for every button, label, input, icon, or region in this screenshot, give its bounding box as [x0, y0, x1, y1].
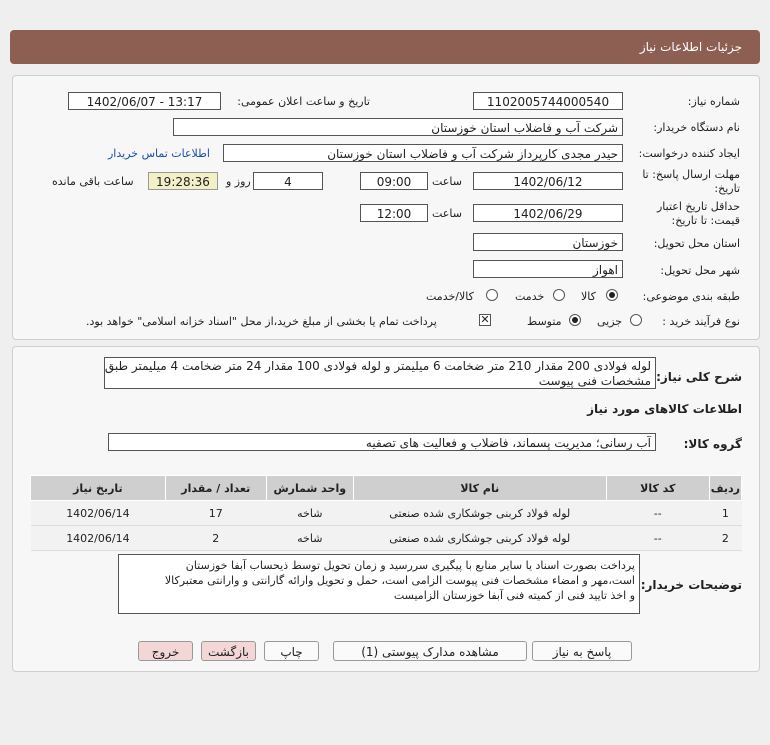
back-button[interactable]: بازگشت	[201, 641, 256, 661]
cell-unit: شاخه	[266, 526, 353, 551]
category-radio-goods[interactable]	[606, 289, 618, 301]
print-button[interactable]: چاپ	[264, 641, 319, 661]
process-label: نوع فرآیند خرید :	[662, 315, 740, 328]
cell-qty: 17	[165, 501, 266, 526]
category-label: طبقه بندی موضوعی:	[642, 290, 740, 303]
days-label: روز و	[226, 175, 251, 188]
cell-name: لوله فولاد کربنی جوشکاری شده صنعتی	[353, 501, 606, 526]
view-attachments-button[interactable]: مشاهده مدارک پیوستی (1)	[333, 641, 527, 661]
remaining-time-field: 19:28:36	[148, 172, 218, 190]
days-remaining-field: 4	[253, 172, 323, 190]
cell-code: --	[606, 501, 709, 526]
province-label: استان محل تحویل:	[653, 237, 740, 250]
cell-date: 1402/06/14	[31, 501, 166, 526]
category-radio-goods-service[interactable]	[486, 289, 498, 301]
col-row: ردیف	[709, 476, 741, 501]
payment-note: پرداخت تمام یا بخشی از مبلغ خرید،از محل "اسناد خزانه اسلامی" خواهد بود.	[86, 315, 437, 328]
remaining-time-label: ساعت باقی مانده	[52, 175, 134, 188]
buyer-notes-line-2: است،مهر و امضاء مشخصات فنی پیوست الزامی است، حمل و تحویل وارائه گارانتی و وارانتی معتبرکالا	[164, 574, 635, 587]
cell-unit: شاخه	[266, 501, 353, 526]
buyer-org-field: شرکت آب و فاضلاب استان خوزستان	[173, 118, 623, 136]
col-qty: تعداد / مقدار	[165, 476, 266, 501]
summary-line-2: مشخصات فنی پیوست	[538, 374, 651, 388]
category-option-goods-service: کالا/خدمت	[426, 290, 474, 303]
buyer-org-label: نام دستگاه خریدار:	[653, 121, 740, 134]
deadline-time-label: ساعت	[432, 175, 462, 188]
requester-field: حیدر مجدی کارپرداز شرکت آب و فاضلاب استان خوزستان	[223, 144, 623, 162]
col-unit: واحد شمارش	[266, 476, 353, 501]
category-option-goods: کالا	[581, 290, 596, 303]
exit-button[interactable]: خروج	[138, 641, 193, 661]
deadline-time-field: 09:00	[360, 172, 428, 190]
reply-button[interactable]: پاسخ به نیاز	[532, 641, 632, 661]
requester-label: ایجاد کننده درخواست:	[638, 147, 740, 160]
cell-row: 1	[709, 501, 741, 526]
process-radio-medium[interactable]	[569, 314, 581, 326]
need-number-field: 1102005744000540	[473, 92, 623, 110]
cell-row: 2	[709, 526, 741, 551]
col-name: نام کالا	[353, 476, 606, 501]
col-code: کد کالا	[606, 476, 709, 501]
table-row	[31, 501, 742, 526]
cell-date: 1402/06/14	[31, 526, 166, 551]
announce-datetime-field: 1402/06/07 - 13:17	[68, 92, 221, 110]
buyer-notes-box	[118, 554, 640, 614]
announce-label: تاریخ و ساعت اعلان عمومی:	[237, 95, 370, 108]
page-header	[10, 30, 760, 64]
deadline-date-field: 1402/06/12	[473, 172, 623, 190]
summary-label: شرح کلی نیاز:	[656, 370, 742, 384]
buyer-notes-line-1: پرداخت بصورت اسناد یا سایر منابع با پیگیری سررسید و زمان تحویل توسط ذیحساب آبفا خوزستان	[185, 559, 635, 572]
category-radio-service[interactable]	[553, 289, 565, 301]
city-label: شهر محل تحویل:	[660, 264, 740, 277]
cell-qty: 2	[165, 526, 266, 551]
cell-name: لوله فولاد کربنی جوشکاری شده صنعتی	[353, 526, 606, 551]
treasury-payment-checkbox[interactable]: ✕	[480, 313, 490, 326]
validity-label-2: قیمت: تا تاریخ:	[671, 214, 740, 227]
validity-time-field: 12:00	[360, 204, 428, 222]
city-field: اهواز	[473, 260, 623, 278]
deadline-label-1: مهلت ارسال پاسخ: تا	[642, 168, 740, 181]
category-option-service: خدمت	[515, 290, 545, 303]
goods-group-field: آب رسانی؛ مدیریت پسماند، فاضلاب و فعالیت های تصفیه	[108, 433, 656, 451]
process-option-minor: جزیی	[597, 315, 623, 328]
table-row	[31, 526, 742, 551]
goods-table	[30, 475, 742, 551]
need-number-label: شماره نیاز:	[687, 95, 740, 108]
validity-label-1: حداقل تاریخ اعتبار	[656, 200, 740, 213]
col-date: تاریخ نیاز	[31, 476, 166, 501]
validity-date-field: 1402/06/29	[473, 204, 623, 222]
goods-table-header	[31, 476, 742, 501]
summary-line-1: لوله فولادی 200 مقدار 210 متر ضخامت 6 میلیمتر و لوله فولادی 100 مقدار 24 متر ضخامت 4 میلیمتر طبق	[104, 359, 651, 373]
contact-buyer-link[interactable]: اطلاعات تماس خریدار	[108, 147, 210, 160]
deadline-label-2: تاریخ:	[714, 182, 740, 195]
page-title: جزئیات اطلاعات نیاز	[639, 40, 742, 54]
summary-box	[104, 357, 656, 389]
goods-info-title: اطلاعات کالاهای مورد نیاز	[587, 402, 742, 416]
process-option-medium: متوسط	[527, 315, 562, 328]
validity-time-label: ساعت	[432, 207, 462, 220]
goods-group-label: گروه کالا:	[683, 437, 742, 451]
province-field: خوزستان	[473, 233, 623, 251]
buyer-notes-label: توضیحات خریدار:	[640, 578, 742, 592]
cell-code: --	[606, 526, 709, 551]
process-radio-minor[interactable]	[630, 314, 642, 326]
buyer-notes-line-3: و اخذ تایید فنی از کمیته فنی آبفا خوزستان الزامیست	[393, 589, 635, 602]
